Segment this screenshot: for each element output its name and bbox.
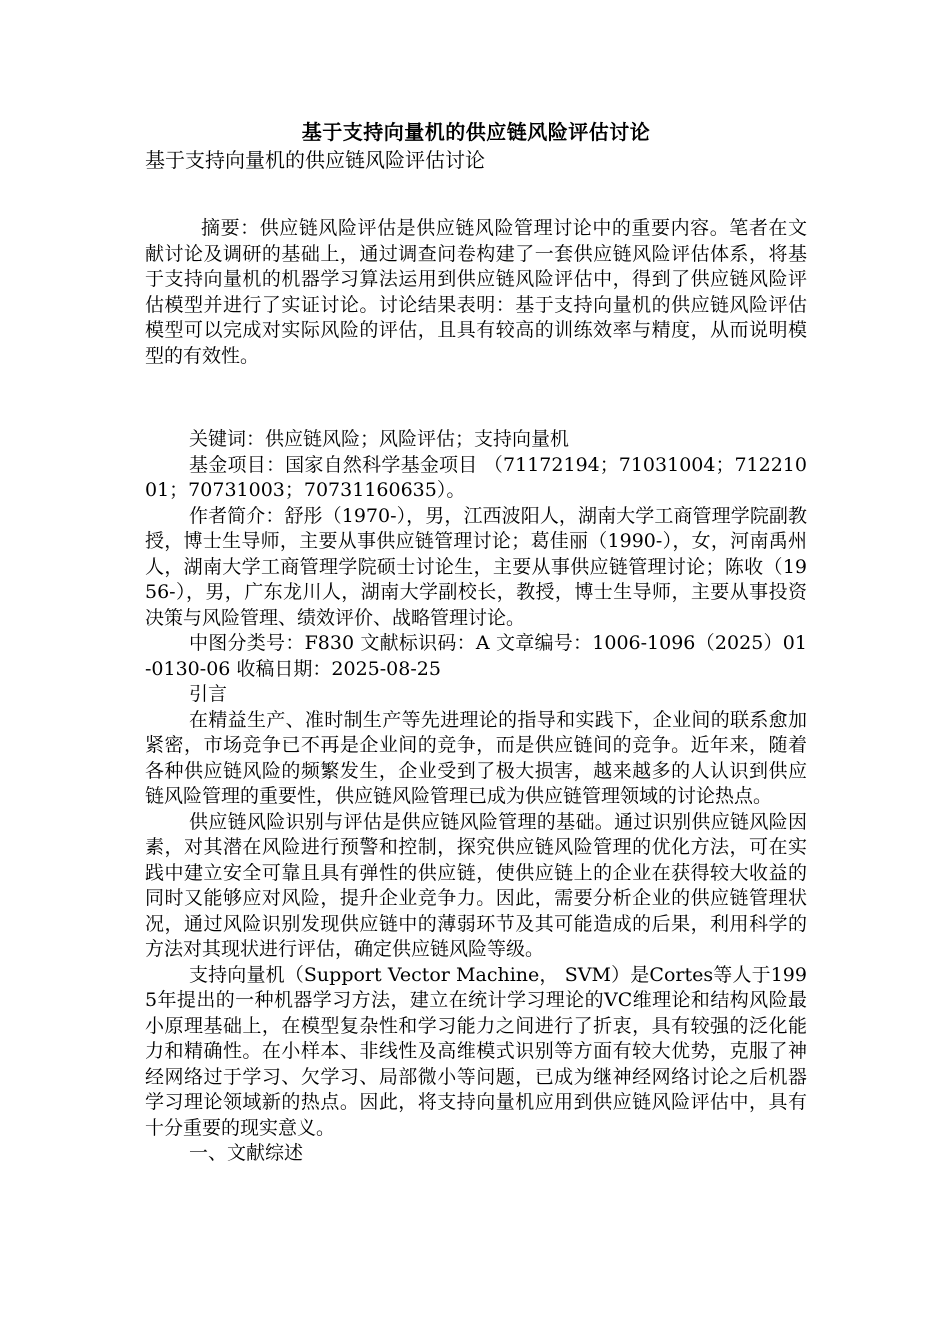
body-paragraph: 支持向量机（Support Vector Machine， SVM）是Cortes等人于1995年提出的一种机器学习方法，建立在统计学习理论的VC维理论和结构风险最小原理基础上，在模型复杂性和学习能力之间进行了折衷，具有较强的泛化能力和精确性。在小样本、非线性及高维模式识别等方面有较大优势，克服了神经网络过于学习、欠学习、局部微小等问题，已成为继神经网络讨论之后机器学习理论领域新的热点。因此，将支持向量机应用到供应链风险评估中，具有十分重要的现实意义。 bbox=[145, 963, 807, 1139]
body-paragraph: 在精益生产、准时制生产等先进理论的指导和实践下，企业间的联系愈加紧密，市场竞争已不再是企业间的竞争，而是供应链间的竞争。近年来，随着各种供应链风险的频繁发生，企业受到了极大损害，越来越多的人认识到供应链风险管理的重要性，供应链风险管理已成为供应链管理领域的讨论热点。 bbox=[145, 708, 807, 807]
intro-heading: 引言 bbox=[189, 683, 228, 705]
section-heading: 一、文献综述 bbox=[189, 1142, 304, 1164]
fund-line: 基金项目：国家自然科学基金项目 （71172194；71031004；71221001；70731003；70731160635）。 bbox=[145, 453, 807, 501]
classification-line: 中图分类号：F830 文献标识码：A 文章编号：1006-1096（2025）01-0130-06 收稿日期：2025-08-25 bbox=[145, 632, 807, 680]
document-page bbox=[145, 118, 807, 1167]
abstract-paragraph: 摘要：供应链风险评估是供应链风险管理讨论中的重要内容。笔者在文献讨论及调研的基础上，通过调查问卷构建了一套供应链风险评估体系，将基于支持向量机的机器学习算法运用到供应链风险评估中，得到了供应链风险评估模型并进行了实证讨论。讨论结果表明：基于支持向量机的供应链风险评估模型可以完成对实际风险的评估，且具有较高的训练效率与精度，从而说明模型的有效性。 bbox=[145, 217, 807, 367]
author-bio-paragraph: 作者简介：舒彤（1970-），男，江西波阳人，湖南大学工商管理学院副教授，博士生导师，主要从事供应链管理讨论；葛佳丽（1990-），女，河南禹州人，湖南大学工商管理学院硕士讨论生，主要从事供应链管理讨论；陈收（1956-），男，广东龙川人，湖南大学副校长，教授，博士生导师，主要从事投资决策与风险管理、绩效评价、战略管理讨论。 bbox=[145, 504, 807, 629]
document-subtitle: 基于支持向量机的供应链风险评估讨论 bbox=[145, 148, 485, 172]
document-title: 基于支持向量机的供应链风险评估讨论 bbox=[301, 120, 651, 144]
keywords-line: 关键词：供应链风险；风险评估；支持向量机 bbox=[189, 428, 570, 450]
body-paragraph: 供应链风险识别与评估是供应链风险管理的基础。通过识别供应链风险因素，对其潜在风险进行预警和控制，探究供应链风险管理的优化方法，可在实践中建立安全可靠且具有弹性的供应链，使供应链上的企业在获得较大收益的同时又能够应对风险，提升企业竞争力。因此，需要分析企业的供应链管理状况，通过风险识别发现供应链中的薄弱环节及其可能造成的后果，利用科学的方法对其现状进行评估，确定供应链风险等级。 bbox=[145, 810, 807, 960]
